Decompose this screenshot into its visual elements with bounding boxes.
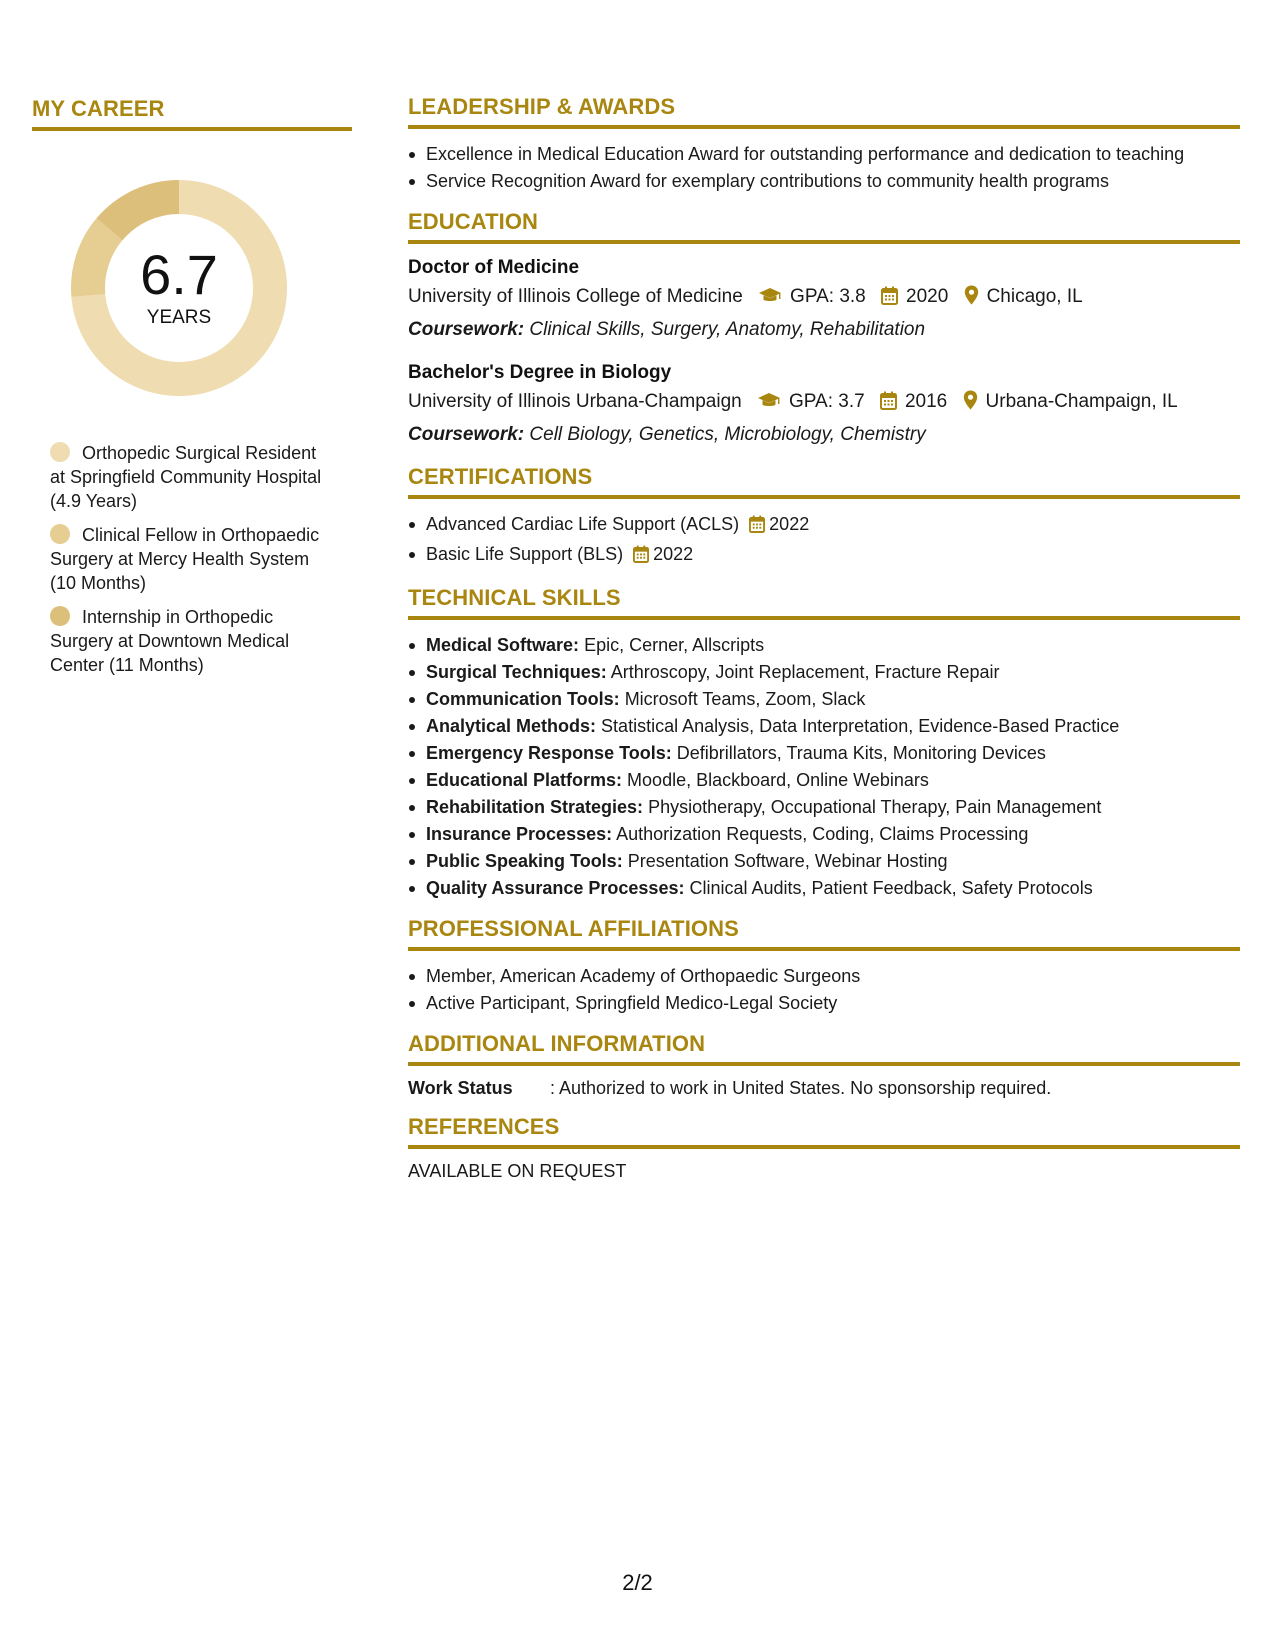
certifications-title: CERTIFICATIONS	[408, 464, 1240, 499]
skill-label: Public Speaking Tools:	[426, 851, 623, 871]
skills-list	[408, 632, 1240, 902]
calendar-icon	[749, 514, 765, 541]
school-location: Urbana-Champaign, IL	[985, 391, 1178, 412]
calendar-icon	[880, 390, 897, 420]
affiliations-section	[408, 916, 1240, 1017]
skill-value: Physiotherapy, Occupational Therapy, Pain Management	[648, 797, 1102, 817]
list-item	[408, 632, 1240, 659]
certifications-list	[408, 511, 1240, 571]
education-entry	[408, 254, 1240, 345]
skill-value: Microsoft Teams, Zoom, Slack	[624, 689, 866, 709]
skill-value: Defibrillators, Trauma Kits, Monitoring Devices	[676, 743, 1046, 763]
legend-item	[50, 441, 330, 513]
skill-label: Medical Software:	[426, 635, 580, 655]
list-item: Member, American Academy of Orthopaedic Surgeons	[408, 963, 1240, 990]
coursework-list: Cell Biology, Genetics, Microbiology, Chemistry	[529, 424, 926, 445]
list-item	[408, 821, 1240, 848]
calendar-icon	[633, 544, 649, 571]
additional-title: ADDITIONAL INFORMATION	[408, 1031, 1240, 1066]
calendar-icon	[881, 285, 898, 315]
certification-name: Basic Life Support (BLS)	[426, 544, 624, 564]
education-details	[408, 387, 1240, 420]
list-item	[408, 713, 1240, 740]
graduation-year: 2020	[906, 286, 949, 307]
skill-value: Authorization Requests, Coding, Claims Processing	[616, 824, 1029, 844]
skill-value: Statistical Analysis, Data Interpretation, Evidence-Based Practice	[601, 716, 1120, 736]
degree-name: Doctor of Medicine	[408, 257, 580, 278]
skill-label: Rehabilitation Strategies:	[426, 797, 644, 817]
references-text: AVAILABLE ON REQUEST	[408, 1161, 627, 1181]
location-pin-icon	[964, 285, 979, 315]
career-total-unit: YEARS	[146, 307, 212, 328]
affiliations-title: PROFESSIONAL AFFILIATIONS	[408, 916, 1240, 951]
list-item	[408, 511, 1240, 541]
legend-item	[50, 605, 330, 677]
skill-label: Quality Assurance Processes:	[426, 878, 685, 898]
list-item	[408, 875, 1240, 902]
list-item	[408, 740, 1240, 767]
education-section	[408, 209, 1240, 450]
certification-year: 2022	[653, 544, 694, 564]
school-name: University of Illinois Urbana-Champaign	[408, 391, 742, 412]
skill-value: Moodle, Blackboard, Online Webinars	[627, 770, 929, 790]
page-number: 2/2	[622, 1570, 653, 1595]
degree-name: Bachelor's Degree in Biology	[408, 362, 672, 383]
list-item: Active Participant, Springfield Medico-Legal Society	[408, 990, 1240, 1017]
skill-label: Communication Tools:	[426, 689, 620, 709]
list-item	[408, 767, 1240, 794]
list-item	[408, 659, 1240, 686]
gpa-value: GPA: 3.7	[788, 391, 865, 412]
additional-section	[408, 1031, 1240, 1100]
location-pin-icon	[963, 390, 978, 420]
skill-value: Arthroscopy, Joint Replacement, Fracture Repair	[610, 662, 1000, 682]
graduation-year: 2016	[904, 391, 948, 412]
list-item: Service Recognition Award for exemplary contributions to community health programs	[408, 168, 1240, 195]
work-status-value: : Authorized to work in United States. No sponsorship required.	[550, 1078, 1052, 1098]
skill-label: Analytical Methods:	[426, 716, 597, 736]
school-name: University of Illinois College of Medicine	[408, 286, 743, 307]
graduation-cap-icon	[758, 285, 782, 315]
skill-value: Presentation Software, Webinar Hosting	[627, 851, 948, 871]
skill-value: Epic, Cerner, Allscripts	[584, 635, 765, 655]
leadership-list	[408, 141, 1240, 195]
coursework-label: Coursework:	[408, 319, 525, 340]
career-total-years: 6.7	[140, 243, 218, 306]
list-item	[408, 848, 1240, 875]
main-content	[408, 94, 1240, 1197]
skills-section	[408, 585, 1240, 902]
graduation-cap-icon	[757, 390, 781, 420]
skills-title: TECHNICAL SKILLS	[408, 585, 1240, 620]
education-title: EDUCATION	[408, 209, 1240, 244]
skill-label: Emergency Response Tools:	[426, 743, 672, 763]
education-entry	[408, 359, 1240, 450]
certification-name: Advanced Cardiac Life Support (ACLS)	[426, 514, 740, 534]
coursework	[408, 420, 1240, 450]
skill-label: Insurance Processes:	[426, 824, 613, 844]
career-sidebar	[32, 96, 352, 687]
leadership-title: LEADERSHIP & AWARDS	[408, 94, 1240, 129]
coursework-label: Coursework:	[408, 424, 525, 445]
list-item	[408, 541, 1240, 571]
donut-center	[64, 173, 294, 403]
skill-label: Surgical Techniques:	[426, 662, 607, 682]
legend-swatch	[50, 524, 70, 544]
legend-label: Clinical Fellow in Orthopaedic Surgery at Mercy Health System (10 Months)	[50, 525, 320, 593]
work-status-label: Work Status	[408, 1078, 513, 1098]
work-status-row	[408, 1076, 1240, 1100]
certifications-section	[408, 464, 1240, 571]
legend-swatch	[50, 606, 70, 626]
list-item	[408, 794, 1240, 821]
career-donut-chart	[64, 173, 294, 403]
legend-item	[50, 523, 330, 595]
coursework-list: Clinical Skills, Surgery, Anatomy, Rehabilitation	[529, 319, 926, 340]
leadership-section	[408, 94, 1240, 195]
career-title: MY CAREER	[32, 96, 352, 131]
legend-label: Internship in Orthopedic Surgery at Downtown Medical Center (11 Months)	[50, 607, 290, 675]
skill-value: Clinical Audits, Patient Feedback, Safety Protocols	[689, 878, 1093, 898]
references-section	[408, 1114, 1240, 1183]
legend-label: Orthopedic Surgical Resident at Springfield Community Hospital (4.9 Years)	[50, 443, 322, 511]
coursework	[408, 315, 1240, 345]
list-item	[408, 686, 1240, 713]
school-location: Chicago, IL	[986, 286, 1083, 307]
affiliations-list	[408, 963, 1240, 1017]
education-details	[408, 282, 1240, 315]
list-item: Excellence in Medical Education Award for outstanding performance and dedication to teaching	[408, 141, 1240, 168]
references-title: REFERENCES	[408, 1114, 1240, 1149]
certification-year: 2022	[769, 514, 810, 534]
career-legend	[50, 441, 330, 677]
legend-swatch	[50, 442, 70, 462]
skill-label: Educational Platforms:	[426, 770, 623, 790]
gpa-value: GPA: 3.8	[790, 286, 866, 307]
